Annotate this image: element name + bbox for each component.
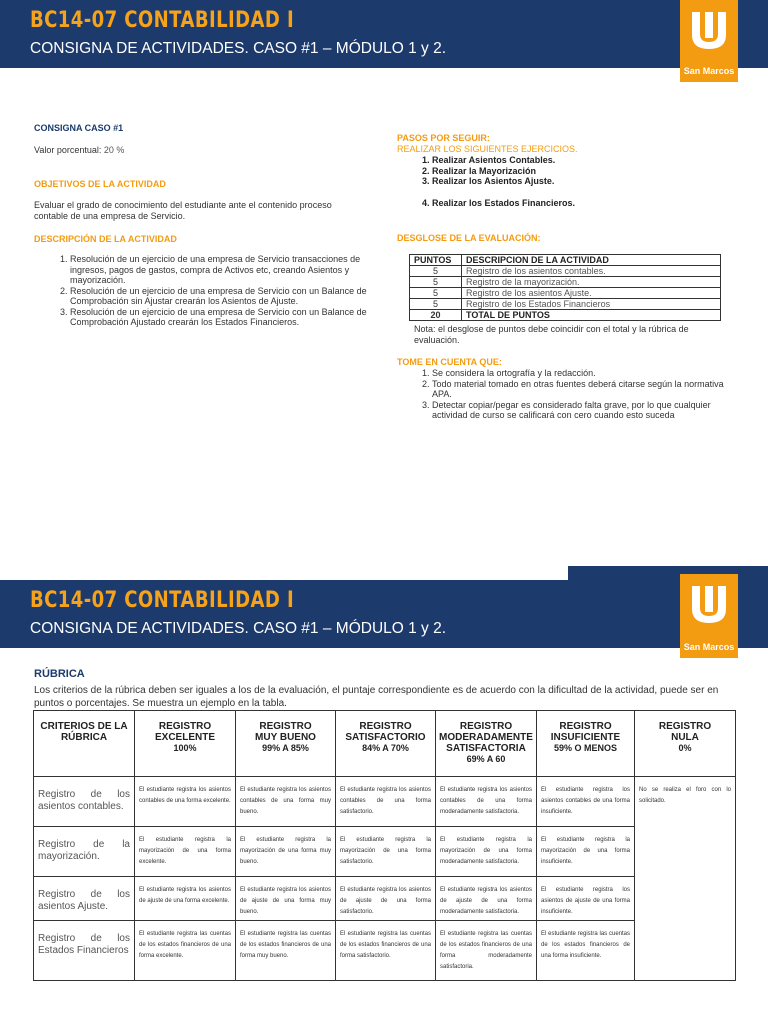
table-row (410, 266, 721, 277)
points-cell: 5 (410, 299, 462, 310)
table-row (34, 777, 736, 827)
total-points-cell: 20 (410, 310, 462, 321)
nota-text: Nota: el desglose de puntos debe coincidir con el total y la rúbrica de evaluación. (414, 324, 689, 345)
rubric-criterio: Registro de la mayorización. (34, 827, 135, 877)
list-item: 1. Se considera la ortografía y la redacción. (432, 368, 734, 379)
logo-text: San Marcos (683, 66, 735, 76)
rubric-table (33, 710, 736, 981)
table-row (34, 711, 736, 777)
table-row (410, 288, 721, 299)
rubric-cell: El estudiante registra los asientos de ajuste de una forma muy bueno. (236, 877, 336, 921)
rubric-cell: El estudiante registra los asientos contables de una forma insuficiente. (537, 777, 635, 827)
list-item: 3. Detectar copiar/pegar es considerado falta grave, por lo que cualquier actividad de curso se calificará con cero cuando esto suceda (432, 400, 734, 421)
tome-list (414, 368, 734, 421)
points-cell: 5 (410, 266, 462, 277)
rubric-cell: El estudiante registra los asientos contables de una forma excelente. (135, 777, 236, 827)
u-logo-icon (690, 584, 728, 624)
consigna-heading: CONSIGNA CASO #1 (34, 123, 124, 133)
description-header: DESCRIPCION DE LA ACTIVIDAD (462, 255, 721, 266)
rubric-criterio: Registro de los Estados Financieros (34, 921, 135, 981)
san-marcos-logo (680, 0, 738, 82)
course-title: BC14-07 CONTABILIDAD I (30, 8, 295, 33)
course-subtitle: CONSIGNA DE ACTIVIDADES. CASO #1 – MÓDULO 1 y 2. (30, 40, 447, 57)
list-item: 4. Realizar los Estados Financieros. (432, 198, 575, 209)
points-cell: 5 (410, 277, 462, 288)
rubric-cell: El estudiante registra los asientos de ajuste de una forma moderadamente satisfactoria. (436, 877, 537, 921)
pasos-list (414, 155, 575, 208)
rubric-criterio: Registro de los asientos Ajuste. (34, 877, 135, 921)
pasos-subheading: REALIZAR LOS SIGUIENTES EJERCICIOS. (397, 144, 578, 154)
page2 (0, 560, 768, 1024)
course-subtitle: CONSIGNA DE ACTIVIDADES. CASO #1 – MÓDULO 1 y 2. (30, 620, 447, 637)
rubric-header-moderadamente: REGISTRO MODERADAMENTE SATISFACTORIA 69% A 60 (436, 711, 537, 777)
rubric-header-satisfactorio: REGISTRO SATISFACTORIO 84% A 70% (336, 711, 436, 777)
san-marcos-logo (680, 574, 738, 658)
rubric-cell: El estudiante registra la mayorización de una forma excelente. (135, 827, 236, 877)
rubric-cell: El estudiante registra los asientos de ajuste de una forma satisfactorio. (336, 877, 436, 921)
rubric-cell: El estudiante registra la mayorización de una forma insuficiente. (537, 827, 635, 877)
valor-porcentual (34, 145, 124, 156)
table-row (34, 827, 736, 877)
rubric-cell: El estudiante registra los asientos contables de una forma satisfactorio. (336, 777, 436, 827)
description-cell: Registro de los asientos Ajuste. (462, 288, 721, 299)
rubric-cell: El estudiante registra la mayorización de una forma muy bueno. (236, 827, 336, 877)
rubrica-intro: Los criterios de la rúbrica deben ser iguales a los de la evaluación, el puntaje correspondiente es de acuerdo con la dificultad de la actividad, puede ser en puntos o porcentajes. Se muestra un ejemplo en la tabla. (34, 685, 719, 709)
table-row (410, 299, 721, 310)
description-cell: Registro de los asientos contables. (462, 266, 721, 277)
rubric-cell: El estudiante registra las cuentas de los estados financieros de una forma excelente. (135, 921, 236, 981)
points-cell: 5 (410, 288, 462, 299)
page2-header-banner (0, 580, 768, 648)
list-item: 1. Realizar Asientos Contables. (432, 155, 575, 166)
rubric-cell: El estudiante registra las cuentas de los estados financieros de una forma muy bueno. (236, 921, 336, 981)
rubric-cell: El estudiante registra los asientos de ajuste de una forma excelente. (135, 877, 236, 921)
table-row (34, 877, 736, 921)
valor-value: 20 % (103, 145, 125, 155)
pasos-heading: PASOS POR SEGUIR: (397, 133, 490, 143)
rubric-cell: El estudiante registra la mayorización de una forma satisfactorio. (336, 827, 436, 877)
list-item: 2. Todo material tomado en otras fuentes deberá citarse según la normativa APA. (432, 379, 734, 400)
total-label-cell: TOTAL DE PUNTOS (462, 310, 721, 321)
table-row (410, 277, 721, 288)
list-item: 2. Realizar la Mayorización (432, 166, 575, 177)
table-row (34, 921, 736, 981)
rubric-cell: El estudiante registra las cuentas de los estados financieros de una forma moderadamente satisfactoria. (436, 921, 537, 981)
desglose-heading: DESGLOSE DE LA EVALUACIÓN: (397, 233, 541, 243)
list-item: 1. Resolución de un ejercicio de una empresa de Servicio transacciones de ingresos, pagos de gastos, compra de Activos etc, creando Asientos y mayorización. (70, 254, 374, 286)
rubric-header-insuficiente: REGISTRO INSUFICIENTE 59% O MENOS (537, 711, 635, 777)
table-row (410, 310, 721, 321)
list-item: 3. Resolución de un ejercicio de una empresa de Servicio con un Balance de Comprobación Ajustado crearán los Estados Financieros. (70, 307, 374, 328)
rubric-header-nula: REGISTRO NULA 0% (635, 711, 736, 777)
rubric-cell: El estudiante registra la mayorización de una forma moderadamente satisfactoria. (436, 827, 537, 877)
rubric-header-muy-bueno: REGISTRO MUY BUENO 99% A 85% (236, 711, 336, 777)
rubric-cell: El estudiante registra las cuentas de los estados financieros de una forma insuficiente. (537, 921, 635, 981)
descripcion-list (52, 254, 374, 328)
description-cell: Registro de la mayorización. (462, 277, 721, 288)
rubric-cell: El estudiante registra los asientos contables de una forma muy bueno. (236, 777, 336, 827)
list-item: 2. Resolución de un ejercicio de una empresa de Servicio con un Balance de Comprobación sin Ajustar crearán los Asientos de Ajuste. (70, 286, 374, 307)
rubric-cell: El estudiante registra las cuentas de los estados financieros de una forma satisfactorio. (336, 921, 436, 981)
rubric-criterio: Registro de los asientos contables. (34, 777, 135, 827)
valor-label: Valor porcentual: (34, 145, 102, 155)
rubric-header-criterios: CRITERIOS DE LA RÚBRICA (34, 711, 135, 777)
course-title: BC14-07 CONTABILIDAD I (30, 588, 295, 613)
description-cell: Registro de los Estados Financieros (462, 299, 721, 310)
objetivos-heading: OBJETIVOS DE LA ACTIVIDAD (34, 179, 166, 189)
table-row (410, 255, 721, 266)
points-header: PUNTOS (410, 255, 462, 266)
rubric-cell: El estudiante registra los asientos contables de una forma moderadamente satisfactoria. (436, 777, 537, 827)
logo-text: San Marcos (683, 642, 735, 652)
rubric-nula-cell: No se realiza el foro con lo solicitado. (635, 777, 736, 981)
banner-notch (568, 566, 768, 580)
rubric-header-excelente: REGISTRO EXCELENTE 100% (135, 711, 236, 777)
list-item: 3. Realizar los Asientos Ajuste. (432, 176, 575, 187)
page1-header-banner (0, 0, 768, 68)
tome-heading: TOME EN CUENTA QUE: (397, 357, 502, 367)
u-logo-icon (690, 10, 728, 50)
objetivos-text: Evaluar el grado de conocimiento del estudiante ante el contenido proceso contable de una empresa de Servicio. (34, 200, 332, 221)
rubric-cell: El estudiante registra los asientos de ajuste de una forma insuficiente. (537, 877, 635, 921)
rubrica-heading: RÚBRICA (34, 668, 85, 680)
descripcion-heading: DESCRIPCIÓN DE LA ACTIVIDAD (34, 234, 177, 244)
points-table (409, 254, 721, 321)
